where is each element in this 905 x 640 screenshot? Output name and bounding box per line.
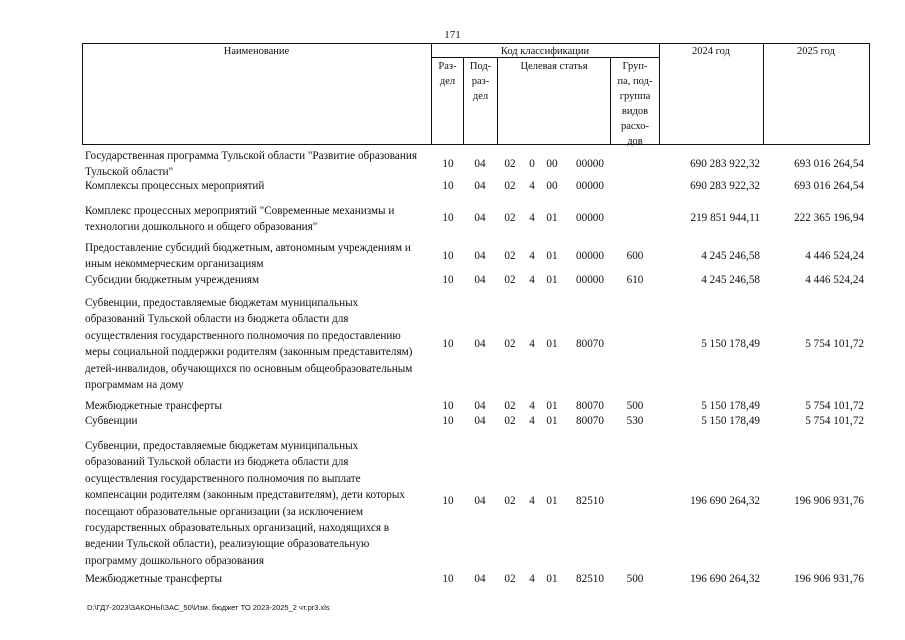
cell-2024: 196 690 264,32 <box>690 573 760 585</box>
row-name: Субвенции <box>85 415 138 427</box>
cell-2025: 693 016 264,54 <box>794 180 864 192</box>
cell-podrazdel: 04 <box>474 180 486 192</box>
cell-cs1: 02 <box>504 158 516 170</box>
cell-cs2: 4 <box>529 180 535 192</box>
cell-2025: 5 754 101,72 <box>805 415 864 427</box>
header-podrazdel: Под- раз- дел <box>469 61 492 102</box>
cell-2025: 5 754 101,72 <box>805 338 864 350</box>
cell-2025: 4 446 524,24 <box>805 250 864 262</box>
cell-cs3: 00 <box>546 158 558 170</box>
cell-razdel: 10 <box>442 180 454 192</box>
cell-cs2: 4 <box>529 338 535 350</box>
cell-cs2: 4 <box>529 212 535 224</box>
cell-cs3: 00 <box>546 180 558 192</box>
header-name: Наименование <box>223 46 290 57</box>
cell-vr: 530 <box>626 415 644 427</box>
row-name: Межбюджетные трансферты <box>85 400 222 412</box>
cell-cs2: 4 <box>529 400 535 412</box>
cell-cs2: 4 <box>529 274 535 286</box>
cell-cs1: 02 <box>504 400 516 412</box>
cell-2024: 5 150 178,49 <box>701 415 760 427</box>
cell-cs3: 01 <box>546 250 558 262</box>
cell-cs3: 01 <box>546 400 558 412</box>
cell-cs3: 01 <box>546 415 558 427</box>
cell-cs1: 02 <box>504 180 516 192</box>
cell-2025: 196 906 931,76 <box>794 495 864 507</box>
cell-cs4: 00000 <box>576 158 604 170</box>
header-2024: 2024 год <box>692 46 730 57</box>
row-name: Межбюджетные трансферты <box>85 573 222 585</box>
cell-2025: 196 906 931,76 <box>794 573 864 585</box>
cell-vr: 610 <box>626 274 644 286</box>
cell-cs4: 80070 <box>576 415 604 427</box>
cell-cs2: 4 <box>529 573 535 585</box>
cell-cs4: 00000 <box>576 274 604 286</box>
header-2025: 2025 год <box>797 46 835 57</box>
cell-podrazdel: 04 <box>474 400 486 412</box>
cell-2024: 5 150 178,49 <box>701 400 760 412</box>
cell-2024: 690 283 922,32 <box>690 180 760 192</box>
header-code: Код классификации <box>500 46 590 57</box>
cell-vr: 600 <box>626 250 644 262</box>
file-path-footer: D:\ГД7-2023\ЗАКОНЫ\ЗАС_50\Изм. бюджет ТО 2023-2025_2 чт.pr3.xls <box>87 603 330 612</box>
cell-cs3: 01 <box>546 338 558 350</box>
cell-cs3: 01 <box>546 495 558 507</box>
row-name: Субвенции, предоставляемые бюджетам муниципальных образований Тульской области из бюджета области для осуществления государственного полномочия по предоставлению меры социальной поддержки родителям (законным представителям) детей-инвалидов, обучающихся по основным общеобразовательным программам на дому <box>85 297 413 392</box>
cell-cs1: 02 <box>504 573 516 585</box>
cell-cs4: 80070 <box>576 338 604 350</box>
row-name: Субвенции, предоставляемые бюджетам муниципальных образований Тульской области из бюджета области для осуществления государственного полномочия по выплате компенсации родителям (законным представителям), дети которых посещают образовательные организации (за исключением государственных образовательных организаций, находящихся в ведении Тульской области), реализующие образовательную программу дошкольного образования <box>85 440 406 567</box>
cell-razdel: 10 <box>442 250 454 262</box>
cell-razdel: 10 <box>442 415 454 427</box>
cell-razdel: 10 <box>442 274 454 286</box>
cell-cs4: 82510 <box>576 495 604 507</box>
cell-2024: 4 245 246,58 <box>701 250 760 262</box>
cell-cs1: 02 <box>504 338 516 350</box>
cell-cs4: 00000 <box>576 180 604 192</box>
cell-cs1: 02 <box>504 212 516 224</box>
cell-podrazdel: 04 <box>474 338 486 350</box>
cell-cs2: 4 <box>529 250 535 262</box>
cell-2024: 5 150 178,49 <box>701 338 760 350</box>
cell-cs2: 4 <box>529 415 535 427</box>
cell-2024: 690 283 922,32 <box>690 158 760 170</box>
cell-cs3: 01 <box>546 212 558 224</box>
cell-razdel: 10 <box>442 338 454 350</box>
cell-podrazdel: 04 <box>474 495 486 507</box>
page-number: 171 <box>444 29 461 41</box>
row-name: Предоставление субсидий бюджетным, автономным учреждениям и иным некоммерческим организациям <box>85 242 411 271</box>
cell-cs4: 00000 <box>576 250 604 262</box>
cell-2024: 219 851 944,11 <box>690 212 760 224</box>
cell-vr: 500 <box>626 400 644 412</box>
row-name: Субсидии бюджетным учреждениям <box>85 274 260 286</box>
cell-podrazdel: 04 <box>474 274 486 286</box>
header-celevaya: Целевая статья <box>520 61 588 72</box>
cell-2025: 4 446 524,24 <box>805 274 864 286</box>
cell-podrazdel: 04 <box>474 415 486 427</box>
row-name: Комплекс процессных мероприятий "Современные механизмы и технологии дошкольного и общего образования" <box>85 205 395 234</box>
cell-2025: 693 016 264,54 <box>794 158 864 170</box>
header-razdel: Раз- дел <box>438 61 457 87</box>
cell-podrazdel: 04 <box>474 212 486 224</box>
cell-cs1: 02 <box>504 274 516 286</box>
cell-podrazdel: 04 <box>474 573 486 585</box>
cell-cs2: 4 <box>529 495 535 507</box>
cell-cs4: 00000 <box>576 212 604 224</box>
cell-podrazdel: 04 <box>474 250 486 262</box>
cell-cs3: 01 <box>546 573 558 585</box>
cell-2025: 5 754 101,72 <box>805 400 864 412</box>
cell-podrazdel: 04 <box>474 158 486 170</box>
header-gruppa: Груп- па, под- группа видов расхо- дов <box>617 61 653 147</box>
cell-razdel: 10 <box>442 212 454 224</box>
cell-cs1: 02 <box>504 250 516 262</box>
cell-cs2: 0 <box>529 158 535 170</box>
cell-razdel: 10 <box>442 495 454 507</box>
cell-vr: 500 <box>626 573 644 585</box>
cell-cs1: 02 <box>504 415 516 427</box>
cell-2024: 196 690 264,32 <box>690 495 760 507</box>
cell-razdel: 10 <box>442 573 454 585</box>
cell-2024: 4 245 246,58 <box>701 274 760 286</box>
cell-cs3: 01 <box>546 274 558 286</box>
cell-razdel: 10 <box>442 400 454 412</box>
cell-razdel: 10 <box>442 158 454 170</box>
cell-2025: 222 365 196,94 <box>794 212 864 224</box>
row-name: Государственная программа Тульской области "Развитие образования Тульской области" <box>85 150 417 179</box>
cell-cs1: 02 <box>504 495 516 507</box>
cell-cs4: 80070 <box>576 400 604 412</box>
row-name: Комплексы процессных мероприятий <box>85 180 265 192</box>
cell-cs4: 82510 <box>576 573 604 585</box>
